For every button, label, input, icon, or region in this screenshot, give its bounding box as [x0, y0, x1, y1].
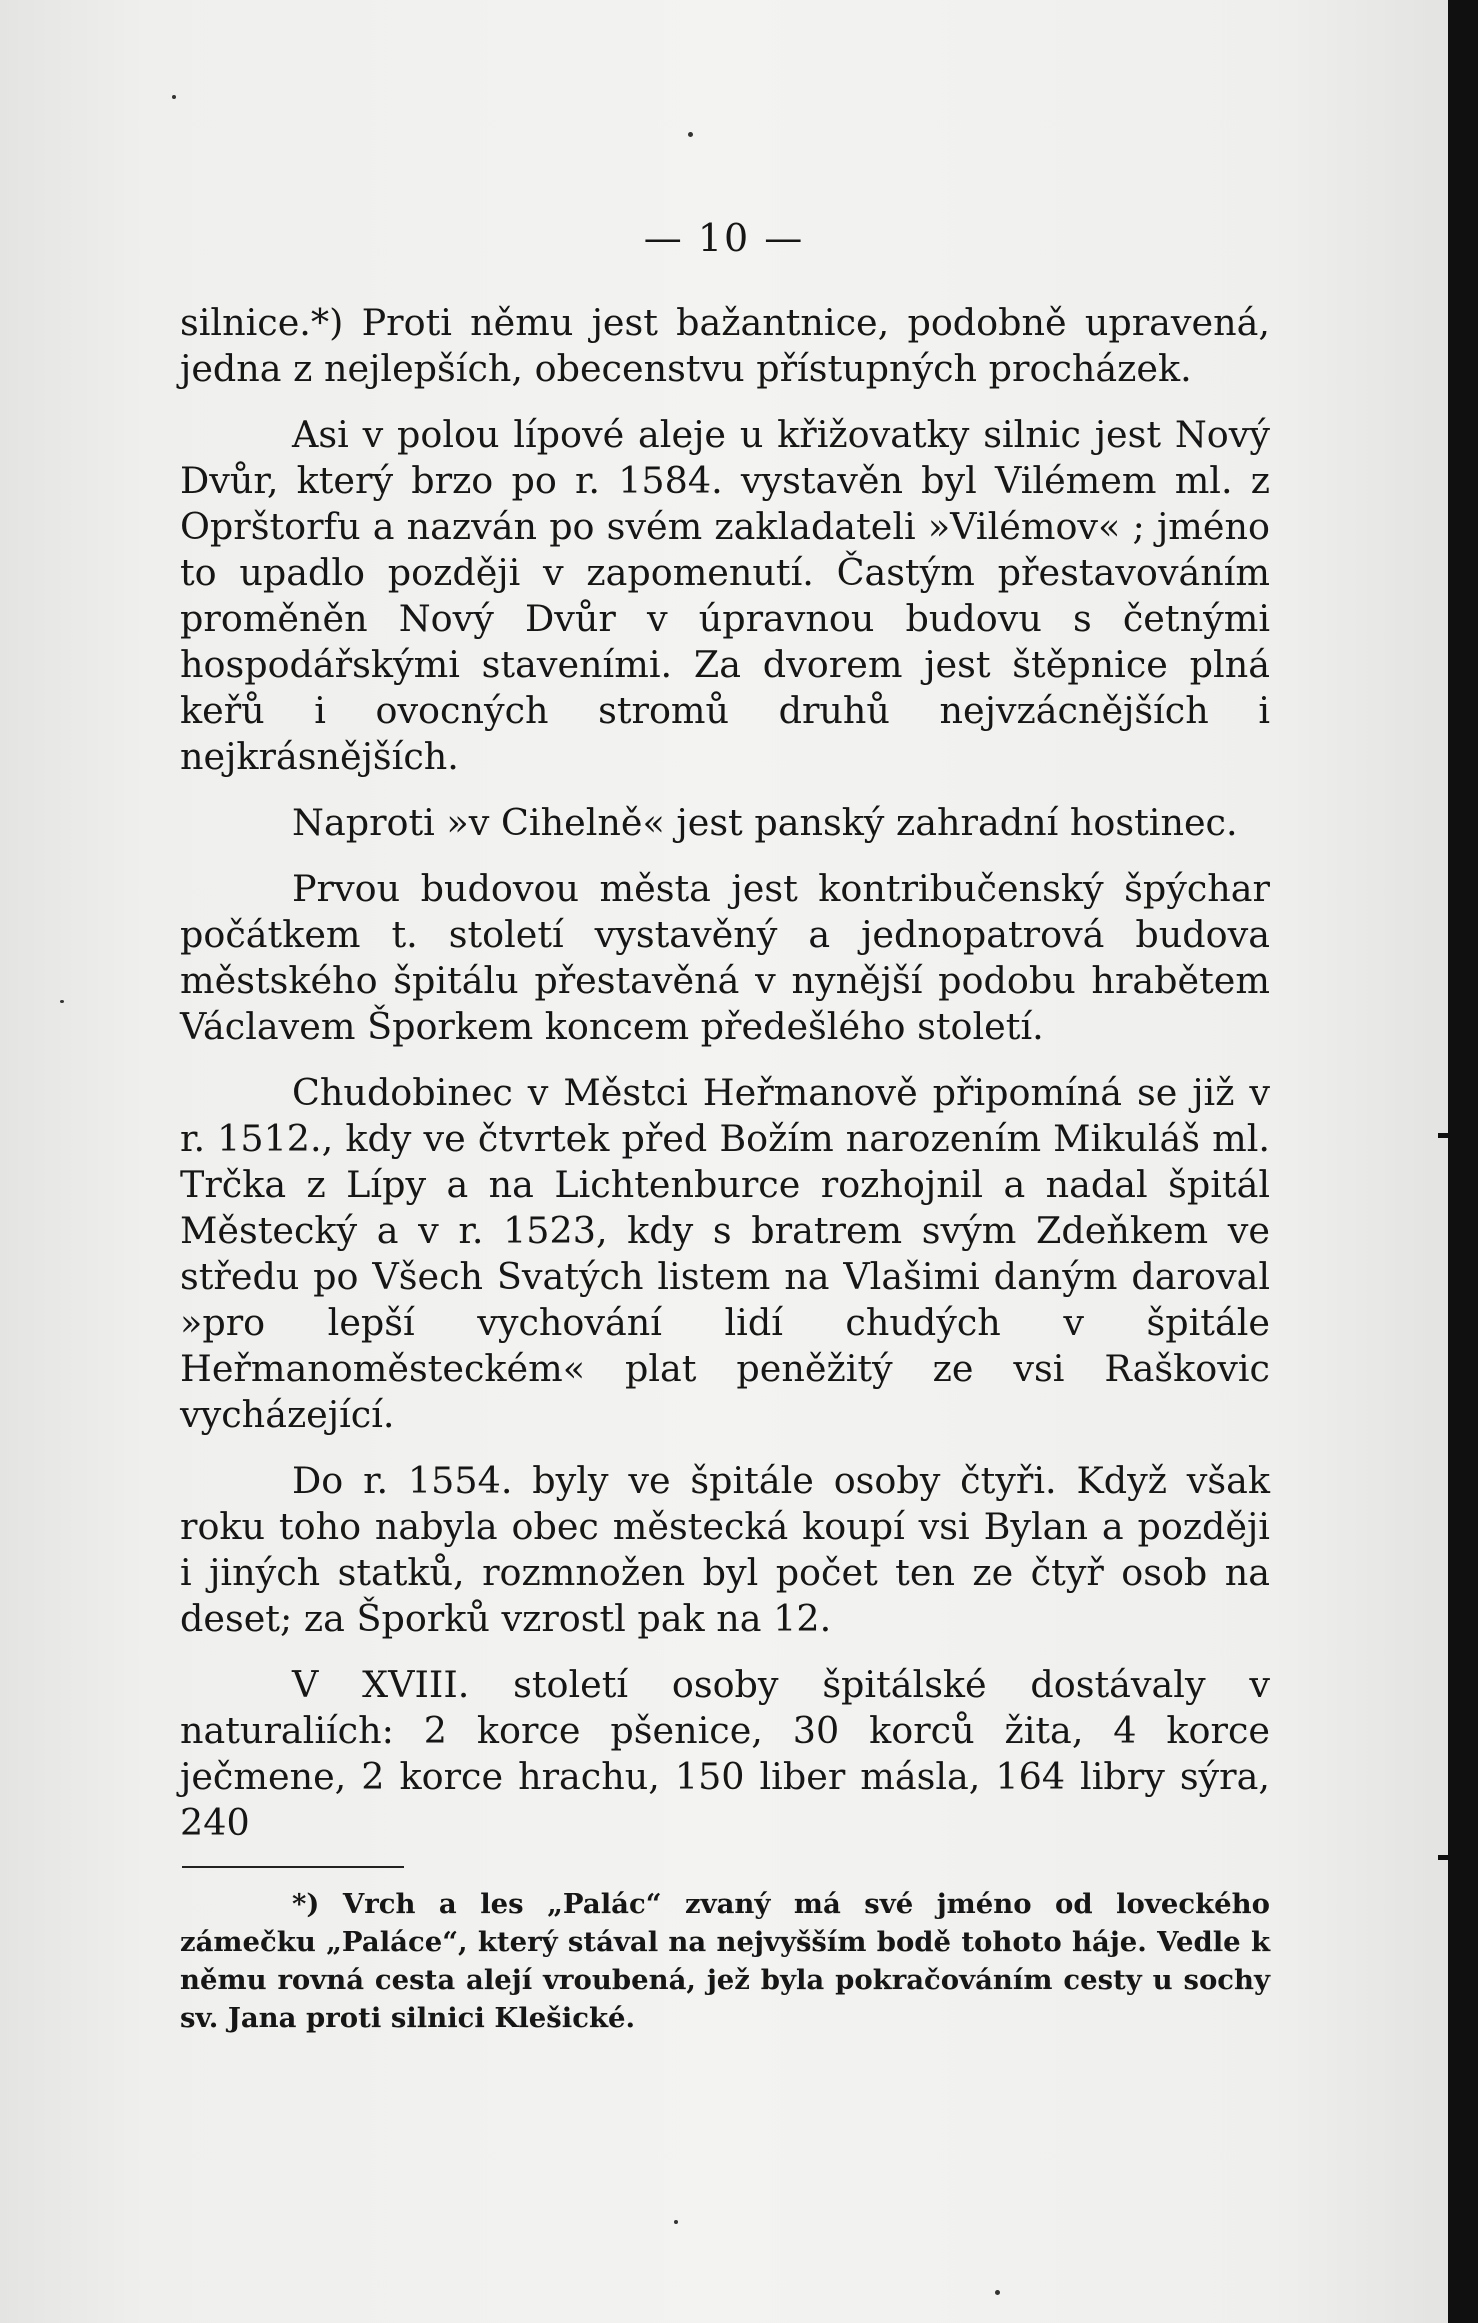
page-edge-mark: [1438, 1855, 1478, 1860]
paper-speck: [60, 1000, 64, 1003]
paragraph-7: V XVIII. století osoby špitálské dostávaly v naturaliích: 2 korce pšenice, 30 korců žita, 4 korce ječmene, 2 korce hrachu, 150 liber másla, 164 libry sýra, 240: [180, 1663, 1270, 1844]
page-number: — 10 —: [643, 216, 805, 260]
page-edge-mark: [1438, 1133, 1478, 1138]
paper-speck: [674, 2220, 678, 2224]
page-edge-shadow: [1448, 0, 1478, 2323]
footnote-divider: [182, 1866, 404, 1868]
paper-speck: [995, 2290, 1000, 2295]
paper-speck: [172, 95, 176, 99]
paper-speck: [688, 132, 693, 137]
paragraph-5: Chudobinec v Městci Heřmanově připomíná se již v r. 1512., kdy ve čtvrtek před Božím narozením Mikuláš ml. Trčka z Lípy a na Lichtenburce rozhojnil a nadal špitál Městecký a v r. 1523, kdy s bratrem svým Zdeňkem ve středu po Všech Svatých listem na Vlašimi daným daroval »pro lepší vychování lidí chudých v špitále Heřmanoměsteckém« plat peněžitý ze vsi Raškovic vycházející.: [180, 1071, 1270, 1436]
paragraph-6: Do r. 1554. byly ve špitále osoby čtyři. Když však roku toho nabyla obec městecká koupí vsi Bylan a později i jiných statků, rozmnožen byl počet ten ze čtyř osob na deset; za Šporků vzrostl pak na 12.: [180, 1459, 1270, 1640]
paragraph-4: Prvou budovou města jest kontribučenský špýchar počátkem t. století vystavěný a jednopatrová budova městského špitálu přestavěná v nynější podobu hrabětem Václavem Šporkem koncem předešlého století.: [180, 867, 1270, 1048]
paragraph-1: silnice.*) Proti němu jest bažantnice, podobně upravená, jedna z nejlepších, obecenstvu přístupných procházek.: [180, 301, 1270, 390]
footnote: *) Vrch a les „Palác“ zvaný má své jméno od loveckého zámečku „Paláce“, který stával na nejvyšším bodě tohoto háje. Vedle k němu rovná cesta alejí vroubená, jež byla pokračováním cesty u sochy sv. Jana proti silnici Klešické.: [180, 1888, 1270, 2034]
paragraph-3: Naproti »v Cihelně« jest panský zahradní hostinec.: [292, 801, 1238, 844]
main-text: [180, 300, 1270, 1846]
paragraph-2: Asi v polou lípové aleje u křižovatky silnic jest Nový Dvůr, který brzo po r. 1584. vystavěn byl Vilémem ml. z Oprštorfu a nazván po svém zakladateli »Vilémov« ; jméno to upadlo později v zapomenutí. Častým přestavováním proměněn Nový Dvůr v úpravnou budovu s četnými hospodářskými staveními. Za dvorem jest štěpnice plná keřů i ovocných stromů druhů nejvzácnějších i nejkrásnějších.: [180, 413, 1270, 778]
